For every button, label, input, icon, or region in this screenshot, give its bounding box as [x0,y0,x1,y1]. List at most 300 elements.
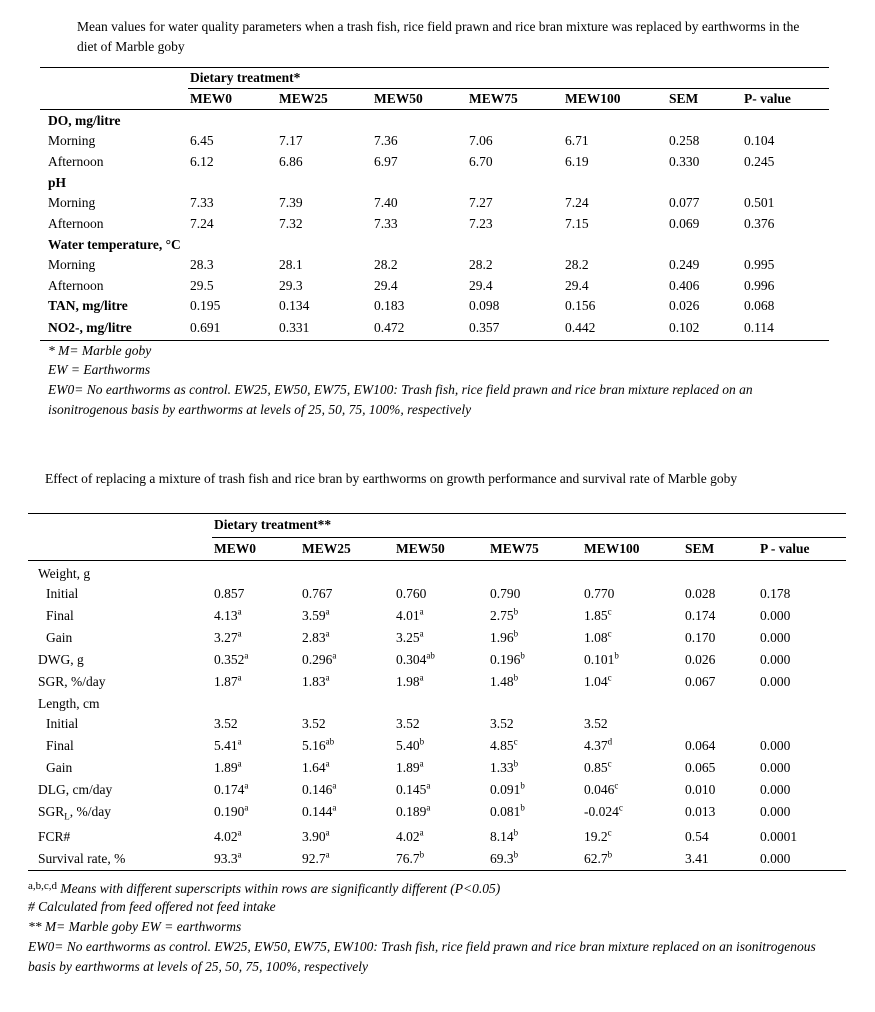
table2-cell [685,652,715,668]
table1-cell: 0.996 [744,278,775,293]
cell-value: 0.000 [760,804,791,819]
table2-note-star: ** M= Marble goby EW = earthworms [28,919,242,934]
table1-cell: 29.3 [279,278,303,293]
table2-column-header: MEW50 [396,541,445,556]
table1-row-label: NO2-, mg/litre [48,320,132,335]
table1-cell: 7.06 [469,133,493,148]
cell-superscript: a [244,780,249,791]
cell-value: 0.770 [584,586,615,601]
cell-value: 0.174 [214,782,245,797]
cell-superscript: a [237,758,242,769]
table1-cell: 7.39 [279,195,303,210]
cell-superscript: a [325,849,330,860]
cell-superscript: c [607,628,612,639]
table2-cell [396,851,424,867]
row-label-subscript: L [64,811,70,822]
cell-superscript: a [237,736,242,747]
table1-row-label: Afternoon [48,154,104,169]
cell-value: 0.000 [760,851,791,866]
cell-superscript: ab [426,650,435,661]
cell-value: 0.000 [760,738,791,753]
table1-cell: 0.195 [190,298,221,313]
cell-superscript: a [237,849,242,860]
table2-cell [760,608,790,624]
table1-cell: 29.5 [190,278,214,293]
cell-superscript: b [513,758,519,769]
table1-row-label: Afternoon [48,278,104,293]
table1-cell: 7.17 [279,133,303,148]
cell-value: 0.101 [584,652,615,667]
table2-group-header: Dietary treatment** [214,517,332,532]
table2-cell [214,608,242,624]
cell-superscript: ab [325,736,335,747]
superscript-note-text: Means with different superscripts within rows are significantly different (P<0.05) [57,881,501,896]
table1-cell: 6.86 [279,154,303,169]
cell-superscript: b [520,802,525,813]
superscript-letters: a,b,c,d [28,880,58,892]
cell-value: 0.189 [396,804,427,819]
table1-cell: 28.1 [279,257,303,272]
cell-value: 0.000 [760,782,791,797]
cell-value: 1.98 [396,674,420,689]
cell-value: 0.767 [302,586,333,601]
cell-superscript: a [237,606,242,617]
table1-header-rule [40,109,829,110]
cell-value: 1.08 [584,630,608,645]
table1-cell: 0.245 [744,154,775,169]
table1-cell: 7.40 [374,195,398,210]
cell-value: 0.010 [685,782,716,797]
table2-cell [214,716,238,732]
table1-group-label: pH [48,175,67,190]
table2-cell [396,630,424,646]
table2-row-label [38,782,112,798]
cell-value: 0.000 [760,674,791,689]
table2-column-header: MEW100 [584,541,640,556]
table2-column-header: MEW0 [214,541,256,556]
cell-value: 4.13 [214,608,238,623]
cell-value: 0.026 [685,652,716,667]
cell-value: 0.857 [214,586,245,601]
table1-cell: 29.4 [469,278,493,293]
cell-value: 0.85 [584,760,608,775]
table1-row-label: TAN, mg/litre [48,298,128,313]
table1-cell: 0.501 [744,195,775,210]
cell-value: 0.178 [760,586,791,601]
table2-row-label [46,716,78,732]
table2-cell [396,586,426,602]
table2-cell [584,716,608,732]
table1-cell: 28.2 [565,257,589,272]
cell-value: 69.3 [490,851,514,866]
cell-superscript: a [419,827,424,838]
table1-cell: 0.077 [669,195,700,210]
table2-cell [685,804,715,820]
cell-value: 1.87 [214,674,238,689]
table1-row-label: Afternoon [48,216,104,231]
table2-cell [760,652,790,668]
table2-row-label [38,829,70,845]
table2-cell [685,782,715,798]
table1-cell: 6.12 [190,154,214,169]
table1-cell: 6.45 [190,133,214,148]
cell-value: 5.40 [396,738,420,753]
table2-cell [685,630,715,646]
table1-cell: 0.442 [565,320,596,335]
cell-superscript: b [513,672,519,683]
table2-cell [584,851,612,867]
cell-value: 2.75 [490,608,514,623]
cell-superscript: a [426,780,431,791]
row-label-text: FCR# [38,829,71,844]
cell-value: 19.2 [584,829,608,844]
table1-row-label: Morning [48,257,96,272]
cell-value: 3.27 [214,630,238,645]
table2-cell [760,851,790,867]
table1-cell: 0.156 [565,298,596,313]
table2-cell [302,586,332,602]
cell-value: 93.3 [214,851,238,866]
table2-cell [760,586,790,602]
table2-cell [396,674,424,690]
cell-value: 1.89 [396,760,420,775]
cell-value: 0.304 [396,652,427,667]
table2-top-rule [28,513,846,514]
table2-cell [490,608,518,624]
cell-superscript: c [607,758,612,769]
table1-cell: 6.71 [565,133,589,148]
cell-value: 0.028 [685,586,716,601]
table1-cell: 0.183 [374,298,405,313]
table2-row-label [46,586,78,602]
table2-cell [490,851,518,867]
cell-value: 0.174 [685,608,716,623]
cell-superscript: d [607,736,613,747]
table1-cell: 0.472 [374,320,405,335]
cell-superscript: a [332,650,337,661]
table2-cell [685,586,715,602]
cell-superscript: b [520,780,525,791]
row-label-text: SGR [38,804,65,819]
table1-cell: 29.4 [565,278,589,293]
table1-group-header: Dietary treatment* [190,70,301,85]
table2-cell [302,674,330,690]
cell-superscript: b [513,849,519,860]
cell-superscript: b [607,849,613,860]
table2-cell [396,716,420,732]
cell-value: 4.85 [490,738,514,753]
cell-value: 62.7 [584,851,608,866]
cell-value: 3.25 [396,630,420,645]
table2-cell [302,630,330,646]
table1-cell: 0.249 [669,257,700,272]
cell-value: 0.146 [302,782,333,797]
table2-cell [396,760,424,776]
table2-cell [214,738,242,754]
table2-row-label [38,652,84,668]
table1-cell: 28.3 [190,257,214,272]
table1-cell: 6.70 [469,154,493,169]
cell-value: 0.352 [214,652,245,667]
table2-cell [685,829,709,845]
table1-cell: 29.4 [374,278,398,293]
cell-superscript: c [513,736,518,747]
table2-cell [490,630,518,646]
table2-cell [214,851,242,867]
table2-row-label [46,630,72,646]
table2-cell [584,782,618,798]
cell-superscript: b [419,849,425,860]
cell-superscript: b [419,736,425,747]
table1-column-header: MEW100 [565,91,621,106]
table2-cell [214,652,248,668]
row-label-suffix: , %/day [69,804,112,819]
table2-cell [685,674,715,690]
table1-column-header: MEW50 [374,91,423,106]
table2-cell [584,804,623,820]
table2-cell [302,652,336,668]
cell-value: 2.83 [302,630,326,645]
table1-column-header: MEW75 [469,91,518,106]
table2-cell [490,716,514,732]
table1-cell: 0.068 [744,298,775,313]
cell-value: 4.01 [396,608,420,623]
table1-column-header: MEW0 [190,91,232,106]
table2-cell [396,829,424,845]
table2-bottom-rule [28,870,846,871]
cell-value: 1.04 [584,674,608,689]
table2-row-label [46,608,74,624]
cell-superscript: a [244,650,249,661]
table1-cell: 28.2 [469,257,493,272]
cell-value: 4.02 [396,829,420,844]
table1-cell: 28.2 [374,257,398,272]
cell-value: 0.196 [490,652,521,667]
table1-cell: 0.406 [669,278,700,293]
table1-cell: 0.069 [669,216,700,231]
table1-cell: 0.114 [744,320,774,335]
table2-cell [396,652,435,668]
table2-cell [396,738,424,754]
cell-value: 0.760 [396,586,427,601]
table1-top-rule [40,67,829,68]
table1-cell: 7.23 [469,216,493,231]
table2-row-label [38,851,125,867]
cell-value: 0.145 [396,782,427,797]
table1-cell: 7.27 [469,195,493,210]
cell-value: 1.83 [302,674,326,689]
table2-row-label [46,760,72,776]
row-label-text: Length, cm [38,696,100,711]
cell-value: 0.0001 [760,829,798,844]
table2-column-header: MEW25 [302,541,351,556]
table2-cell [214,586,244,602]
cell-superscript: c [614,780,619,791]
table2-cell [760,760,790,776]
table1-column-header: MEW25 [279,91,328,106]
table2-row-label [38,566,90,582]
table2-cell [685,738,715,754]
table2-cell [760,630,790,646]
cell-value: 76.7 [396,851,420,866]
table1-caption: Mean values for water quality parameters when a trash fish, rice field prawn and rice bran mixture was replaced by earthworms in the diet of Marble goby [77,19,800,54]
table1-cell: 0.026 [669,298,700,313]
cell-value: 0.065 [685,760,716,775]
table2-cell [214,782,248,798]
table2-column-header: SEM [685,541,715,556]
cell-superscript: b [614,650,619,661]
cell-value: -0.024 [584,804,619,819]
table1-cell: 0.376 [744,216,775,231]
table2-cell [302,716,326,732]
cell-value: 3.90 [302,829,326,844]
table1-group-label: Water temperature, °C [48,237,181,252]
table2-cell [584,829,612,845]
table1-cell: 7.24 [190,216,214,231]
table2-group-rule [212,537,846,538]
cell-value: 0.190 [214,804,245,819]
table2-cell [214,760,242,776]
cell-value: 0.046 [584,782,615,797]
table1-column-header: P- value [744,91,791,106]
cell-value: 5.41 [214,738,238,753]
table2-note-hash: # Calculated from feed offered not feed intake [28,899,276,914]
table2-cell [685,760,715,776]
table2-cell [302,829,330,845]
table1-cell: 7.32 [279,216,303,231]
table1-cell: 0.691 [190,320,221,335]
cell-value: 0.170 [685,630,716,645]
cell-superscript: c [607,827,612,838]
cell-value: 3.52 [214,716,238,731]
table2-cell [584,738,612,754]
table1-row-label: Morning [48,133,96,148]
cell-value: 3.52 [396,716,420,731]
row-label-text: Initial [46,586,79,601]
cell-value: 0.296 [302,652,333,667]
table2-cell [490,674,518,690]
cell-value: 3.52 [302,716,326,731]
cell-value: 1.96 [490,630,514,645]
cell-superscript: c [607,672,612,683]
table1-cell: 7.33 [190,195,214,210]
cell-superscript: a [237,628,242,639]
cell-superscript: a [419,606,424,617]
table1-cell: 0.357 [469,320,500,335]
cell-value: 0.54 [685,829,709,844]
table2-cell [214,829,242,845]
cell-value: 3.59 [302,608,326,623]
row-label-text: Survival rate, % [38,851,126,866]
cell-superscript: b [520,650,525,661]
table2-cell [490,586,520,602]
table2-cell [760,674,790,690]
table1-row-label: Morning [48,195,96,210]
table1-cell: 6.19 [565,154,589,169]
cell-value: 0.790 [490,586,521,601]
table2-cell [760,738,790,754]
cell-superscript: a [244,802,249,813]
cell-value: 4.02 [214,829,238,844]
table2-cell [396,608,424,624]
cell-superscript: b [513,628,519,639]
cell-value: 0.000 [760,760,791,775]
cell-value: 3.52 [490,716,514,731]
cell-value: 3.41 [685,851,709,866]
cell-value: 4.37 [584,738,608,753]
table1-cell: 0.330 [669,154,700,169]
cell-superscript: c [607,606,612,617]
cell-value: 0.081 [490,804,521,819]
cell-superscript: a [325,606,330,617]
table1-cell: 0.134 [279,298,310,313]
table1-group-rule [188,88,829,89]
row-label-text: Weight, g [38,566,91,581]
table1-cell: 0.258 [669,133,700,148]
table2-cell [685,851,709,867]
table2-cell [584,630,612,646]
table2-cell [490,782,525,798]
table2-column-header: MEW75 [490,541,539,556]
table2-cell [490,652,525,668]
table2-cell [490,738,518,754]
table2-row-label [38,804,111,820]
cell-value: 3.52 [584,716,608,731]
table1-cell: 0.331 [279,320,310,335]
cell-value: 1.48 [490,674,514,689]
table1-cell: 7.36 [374,133,398,148]
row-label-text: Gain [46,630,73,645]
cell-superscript: a [237,827,242,838]
table2-cell [760,804,790,820]
table2-cell [760,829,797,845]
cell-value: 1.33 [490,760,514,775]
cell-superscript: b [513,827,519,838]
table2-cell [584,586,614,602]
table2-note-ew0: EW0= No earthworms as control. EW25, EW50, EW75, EW100: Trash fish, rice field prawn and rice bran mixture replaced on an isonitrogenous basis by earthworms at levels of 25, 50, 75, 100%, respectively [28,939,816,974]
cell-value: 0.144 [302,804,333,819]
table1-cell: 6.97 [374,154,398,169]
table2-cell [584,608,612,624]
table2-cell [584,674,612,690]
row-label-text: Initial [46,716,79,731]
table1-note-m: * M= Marble goby [48,343,152,358]
table2-row-label [46,738,74,754]
row-label-text: SGR, %/day [38,674,106,689]
cell-superscript: a [325,628,330,639]
table1-cell: 0.995 [744,257,775,272]
table2-cell [302,608,330,624]
cell-value: 0.091 [490,782,521,797]
row-label-text: Final [46,738,74,753]
cell-value: 0.000 [760,630,791,645]
table1-cell: 7.24 [565,195,589,210]
table2-column-header: P - value [760,541,810,556]
table2-cell [302,782,336,798]
table2-cell [214,804,248,820]
row-label-text: Final [46,608,74,623]
table1-note-ew0: EW0= No earthworms as control. EW25, EW50, EW75, EW100: Trash fish, rice field prawn and rice bran mixture replaced on an isonitrogenous basis by earthworms at levels of 25, 50, 75, 100%, respectively [48,382,753,417]
table2-cell [685,608,715,624]
cell-superscript: c [618,802,623,813]
cell-superscript: a [325,672,330,683]
table2-cell [396,804,430,820]
table1-cell: 7.15 [565,216,589,231]
cell-value: 0.013 [685,804,716,819]
table2-cell [490,829,518,845]
cell-superscript: b [513,606,519,617]
table1-group-label: DO, mg/litre [48,113,121,128]
